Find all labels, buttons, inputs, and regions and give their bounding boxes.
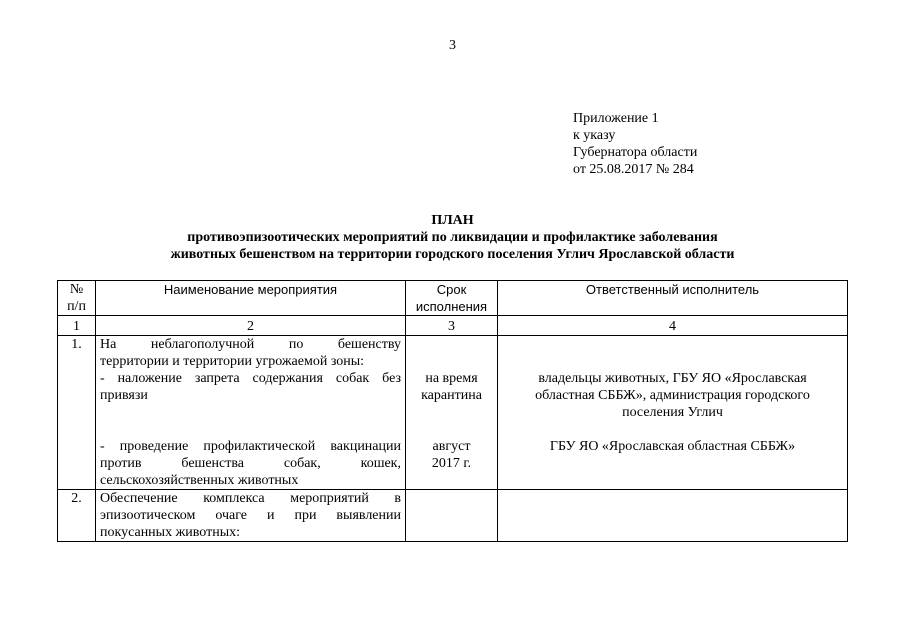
header-number [58, 281, 96, 316]
header-number-line-1: № [69, 282, 84, 297]
activity-text: против бешенства собак, кошек, [100, 456, 401, 471]
row-number: 2. [58, 490, 96, 542]
header-name: Наименование мероприятия [96, 281, 406, 316]
title-main: ПЛАН [431, 213, 474, 228]
plan-table [57, 280, 848, 542]
table-row [58, 336, 848, 490]
term-text: август [432, 439, 471, 454]
row-responsible [498, 490, 848, 542]
row-activity [96, 490, 406, 542]
appendix-line-2: к указу [573, 128, 616, 143]
row-term [406, 336, 498, 490]
header-number-line-2: п/п [67, 299, 86, 314]
page-number: 3 [449, 38, 456, 53]
responsible-text: владельцы животных, ГБУ ЯО «Ярославская [538, 371, 807, 386]
header-term-line-2: исполнения [415, 299, 488, 314]
row-responsible [498, 336, 848, 490]
header-term [406, 281, 498, 316]
activity-text: сельскохозяйственных животных [100, 473, 299, 488]
responsible-text: областная СББЖ», администрация городского [535, 388, 810, 403]
table-header-row [58, 281, 848, 316]
column-number: 4 [498, 316, 848, 336]
responsible-text: ГБУ ЯО «Ярославская областная СББЖ» [549, 439, 796, 454]
header-responsible: Ответственный исполнитель [498, 281, 848, 316]
appendix-line-1: Приложение 1 [573, 111, 659, 126]
activity-text: эпизоотическом очаге и при выявлении [100, 508, 401, 523]
row-number: 1. [58, 336, 96, 490]
term-text: 2017 г. [431, 456, 472, 471]
header-term-line-1: Срок [436, 282, 467, 297]
row-term [406, 490, 498, 542]
column-number-row [58, 316, 848, 336]
activity-text: Обеспечение комплекса мероприятий в [100, 491, 401, 506]
table-row [58, 490, 848, 542]
activity-text: На неблагополучной по бешенству [100, 337, 401, 352]
activity-text: территории и территории угрожаемой зоны: [100, 354, 365, 369]
document-title [0, 212, 905, 263]
activity-text: - наложение запрета содержания собак без [100, 371, 401, 386]
activity-text: - проведение профилактической вакцинации [100, 439, 401, 454]
term-text: карантина [421, 388, 482, 403]
column-number: 3 [406, 316, 498, 336]
appendix-reference [573, 110, 697, 178]
column-number: 1 [58, 316, 96, 336]
activity-text: покусанных животных: [100, 525, 240, 540]
appendix-line-3: Губернатора области [573, 145, 698, 160]
title-line-3: животных бешенством на территории городского поселения Углич Ярославской области [170, 247, 735, 262]
appendix-line-4: от 25.08.2017 № 284 [573, 162, 694, 177]
activity-text: привязи [100, 388, 148, 403]
column-number: 2 [96, 316, 406, 336]
title-line-2: противоэпизоотических мероприятий по ликвидации и профилактике заболевания [187, 230, 718, 245]
responsible-text: поселения Углич [622, 405, 723, 420]
row-activity [96, 336, 406, 490]
term-text: на время [425, 371, 478, 386]
